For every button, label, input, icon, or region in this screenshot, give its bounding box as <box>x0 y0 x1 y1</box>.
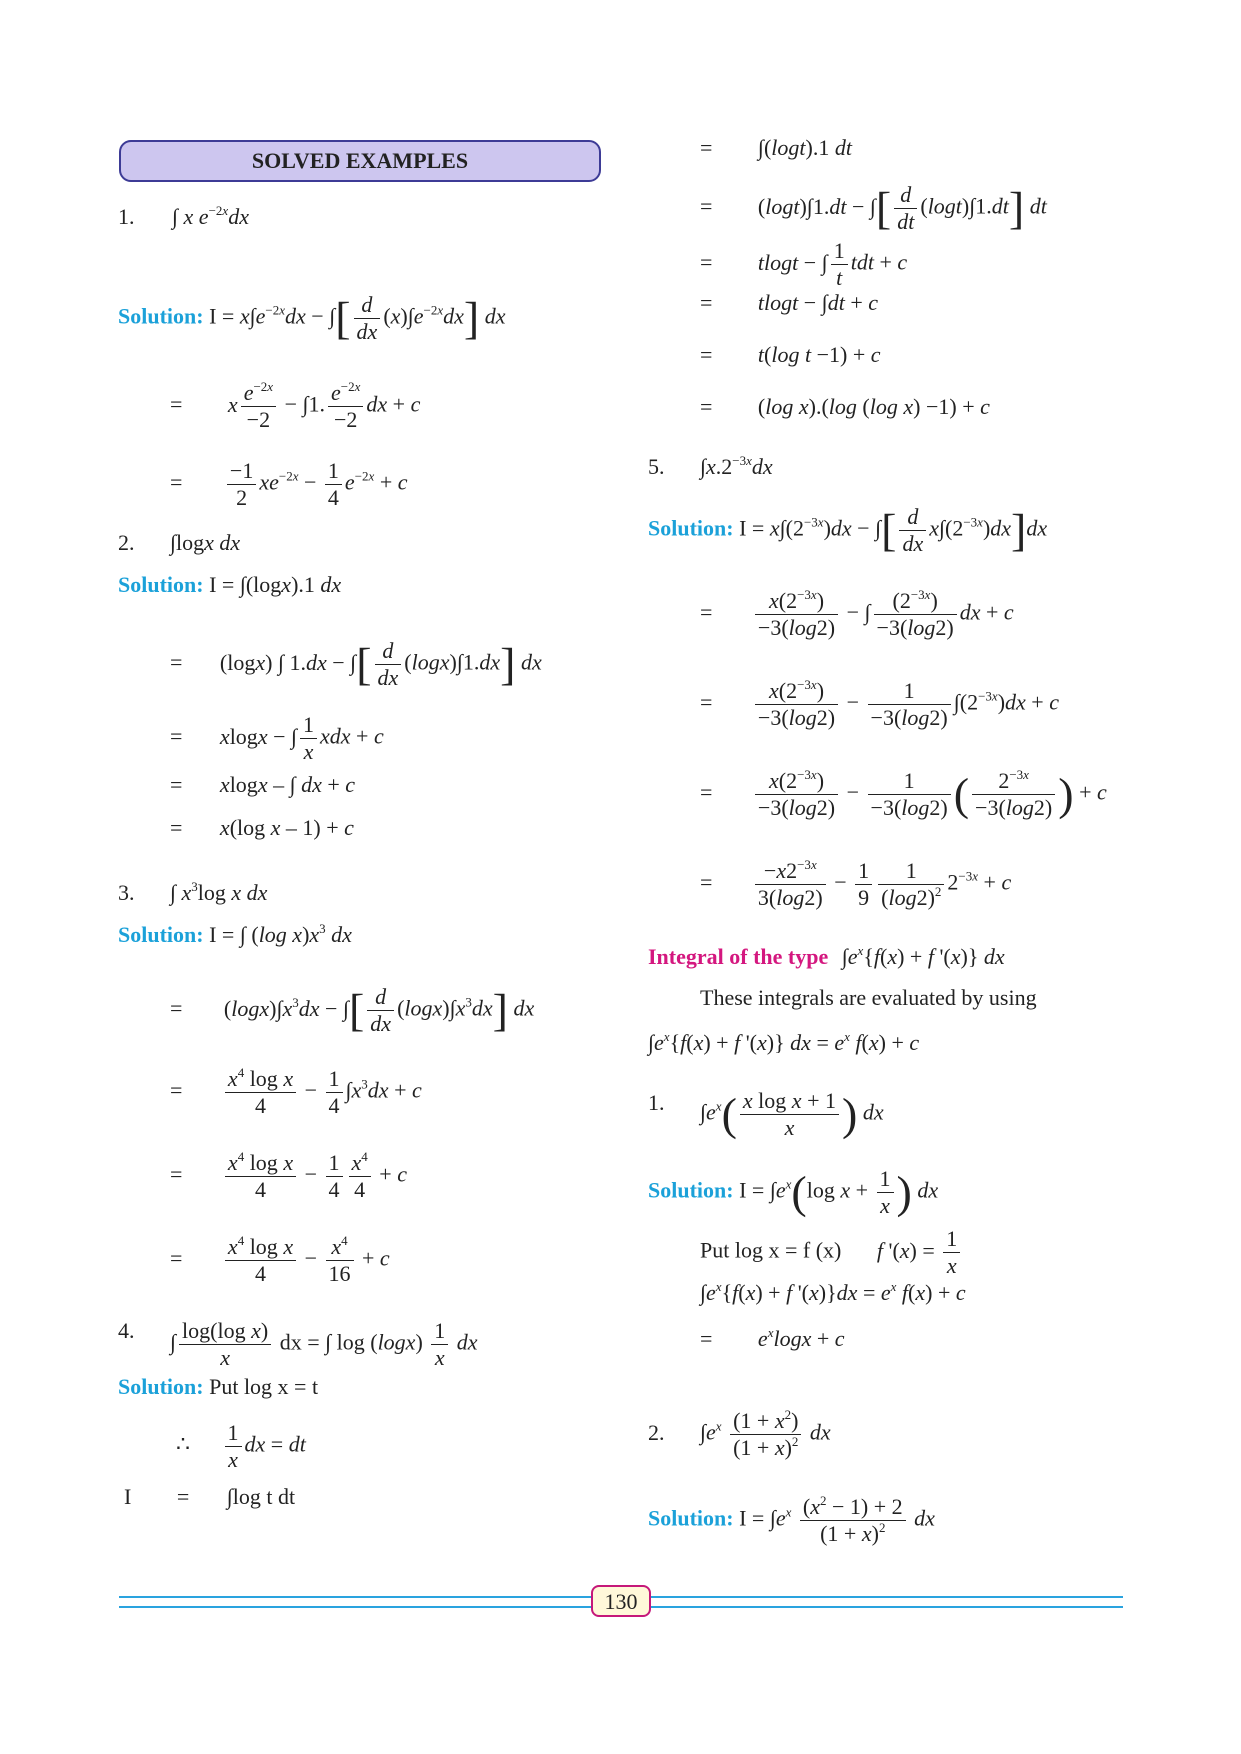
example-4-step-2 <box>124 1484 295 1510</box>
type-example-1-result: = $e^x\log x + c$ <box>700 1325 845 1351</box>
example-1-problem: ∫ x $e^{-2x}dx$ <box>172 203 249 229</box>
example-4-step-6: = tlogt − ∫dt + c <box>700 290 879 315</box>
example-5-step-3: = $\frac{x(2^{-3x})}{-3(\log 2)}$ − $\frac{1}{-3(\log 2)}$ ( $\frac{2^{-3x}}{-3(\log 2)}$ ) + c <box>700 767 1107 820</box>
example-2-step-1: = (logx) ∫ 1.dx − ∫[ $\frac{d}{dx}$ (logx)∫1.dx] dx <box>170 638 542 690</box>
type-example-2-problem: $\int e^x$ $\frac{(1 + x^2)}{(1 + x)^2}$ dx <box>700 1407 831 1460</box>
example-2-step-3: = xlogx – ∫ dx + c <box>170 772 356 797</box>
section-title-line: Integral of the type $\int e^x\{f(x) + f$ '(x)} dx <box>648 943 1005 969</box>
example-4-solution-line <box>118 1374 318 1400</box>
example-3-step-3: = $\frac{x^4 \log x}{4}$ − $\frac{1}{4}$ $\frac{x^4}{4}$ + c <box>170 1149 407 1202</box>
example-1-step-2: = $\frac{-1}{2}$ $xe^{-2x}$ − $\frac{1}{4}$ $e^{-2x} + c$ <box>170 458 408 510</box>
example-4-step-3: = ∫(logt).1 dt <box>700 135 852 160</box>
solution-label: Solution: <box>118 1374 204 1399</box>
example-4-problem: ∫ $\frac{\text{log(log x)}}{x}$ dx = ∫ log (logx) $\frac{1}{x}$ dx <box>170 1318 478 1370</box>
equals-sign: = <box>700 342 713 367</box>
equals-sign: = <box>170 391 183 417</box>
example-1-step-1: = x $\frac{e^{-2x}}{-2}$ − ∫1. $\frac{e^{-2x}}{-2}$ dx + c <box>170 379 421 432</box>
example-5-step-4: = $\frac{-x2^{-3x}}{3(\log 2)}$ − $\frac{1}{9}$ $\frac{1}{(\log 2)^2}$ $2^{-3x} + c$ <box>700 857 1012 910</box>
example-4-step-1: ∴ $\frac{1}{x}$ dx = dt <box>176 1420 306 1472</box>
equals-sign: = <box>700 1326 713 1351</box>
page-number: 130 <box>591 1585 651 1617</box>
example-3-step-4: = $\frac{x^4 \log x}{4}$ − $\frac{x^4}{16}$ + c <box>170 1233 390 1286</box>
example-4-step-5: = tlogt − ∫ $\frac{1}{t}$ tdt + c <box>700 238 908 290</box>
step-text: ∫log t dt <box>226 1484 296 1509</box>
example-number: 2. <box>648 1420 665 1445</box>
solution-label: Solution: <box>118 922 204 947</box>
solution-label: Solution: <box>648 1177 734 1203</box>
example-2-step-2: = xlogx − ∫ $\frac{1}{x}$ xdx + c <box>170 712 384 764</box>
example-4-step-4: = (logt)∫1.dt − ∫[ $\frac{d}{dt}$ (logt)∫1.dt] dt <box>700 182 1047 234</box>
section-title: Integral of the type <box>648 944 829 969</box>
example-number: 3. <box>118 880 135 905</box>
equals-sign: = <box>700 869 713 895</box>
example-3-step-1: = $(\log x)\int x^3dx$ − ∫[ $\frac{d}{dx}$ $(\log x)\int x^3dx$] dx <box>170 984 535 1036</box>
equals-sign: = <box>176 1484 190 1509</box>
put-text: Put log x = f (x) <box>700 1237 842 1263</box>
solution-label: Solution: <box>118 572 204 597</box>
example-number: 1. <box>118 204 135 229</box>
example-1-solution-line: Solution: $I = x\int e^{-2x}dx$ − ∫[ $\frac{d}{dx}$ $(x)\int e^{-2x}dx$] dx <box>118 292 506 344</box>
equals-sign: = <box>700 599 713 625</box>
section-paragraph: These integrals are evaluated by using <box>700 985 1037 1010</box>
equals-sign: = <box>170 772 183 797</box>
example-5-problem: $\int x.2^{-3x}dx$ <box>700 453 773 479</box>
equals-sign: = <box>700 779 713 805</box>
type-example-2-solution: Solution: $I = \int e^x$ $\frac{(x^2 - 1) + 2}{(1 + x)^2}$ dx <box>648 1493 935 1546</box>
example-4-step-8: = (log x).(log (log x) −1) + c <box>700 394 990 419</box>
equals-sign: = <box>170 723 183 749</box>
example-2-solution-line: Solution: I = ∫(logx).1 dx <box>118 572 342 597</box>
solution-text: I = ∫(log <box>209 572 282 597</box>
equals-sign: = <box>170 1077 183 1103</box>
type-example-1-problem: $\int e^x$( $\frac{\text{x log x + 1}}{x}$ ) dx <box>700 1088 884 1140</box>
equals-sign: = <box>170 649 183 675</box>
solution-label: Solution: <box>648 1505 734 1531</box>
example-2-step-4: = x(log x – 1) + c <box>170 815 354 840</box>
equals-sign: = <box>700 193 713 219</box>
example-number: 5. <box>648 454 665 479</box>
solution-text: Put log x = t <box>209 1374 319 1399</box>
example-5-solution-line: Solution: $I = x\int(2^{-3x})dx$ − ∫[ $\frac{d}{dx}$ $x\int(2^{-3x})dx]dx$ <box>648 504 1048 556</box>
equals-sign: = <box>170 1161 183 1187</box>
section-header: SOLVED EXAMPLES <box>119 140 601 182</box>
equals-sign: = <box>700 689 713 715</box>
example-3-solution-line: Solution: I = ∫ (log $x)x^3$ dx <box>118 921 352 947</box>
example-4-step-7: = t(log t −1) + c <box>700 342 881 367</box>
equals-sign: = <box>170 815 183 840</box>
example-2-problem: ∫logx dx <box>170 530 241 555</box>
solution-text: ).1 <box>291 572 321 597</box>
equals-sign: = <box>170 995 183 1021</box>
equals-sign: = <box>700 394 713 419</box>
example-5-step-2: = $\frac{x(2^{-3x})}{-3(\log 2)}$ − $\frac{1}{-3(\log 2)}$ $\int(2^{-3x})dx + c$ <box>700 677 1059 730</box>
integral-label: I <box>124 1484 132 1509</box>
therefore-symbol: ∴ <box>176 1431 190 1457</box>
type-example-1-put: Put log x = f (x) f '(x) = $\frac{1}{x}$ <box>700 1226 963 1279</box>
type-example-1-solution: Solution: $I = \int e^x(\log$ x + $\frac{1}{x}$ ) dx <box>648 1166 939 1218</box>
equals-sign: = <box>170 469 183 495</box>
solution-label: Solution: <box>648 515 734 541</box>
solution-label: Solution: <box>118 303 204 329</box>
example-number: 2. <box>118 530 135 555</box>
equals-sign: = <box>170 1245 183 1271</box>
example-3-step-2: = $\frac{x^4 \log x}{4}$ − $\frac{1}{4}$ $\int x^3dx + c$ <box>170 1065 422 1118</box>
equals-sign: = <box>700 249 713 275</box>
formula-line: $\int e^x\{f(x) + f$ '(x)} dx = $e^x$ f(x) + c <box>648 1029 920 1055</box>
example-number: 1. <box>648 1090 665 1115</box>
example-3-problem: ∫ $x^3\log$ x dx <box>170 879 268 905</box>
equals-sign: = <box>700 290 713 315</box>
example-5-step-1: = $\frac{x(2^{-3x})}{-3(\log 2)}$ − ∫ $\frac{(2^{-3x})}{-3(\log 2)}$ dx + c <box>700 587 1014 640</box>
type-example-1-formula: $\int e^x\{f(x) + f$ '$(x)\}dx = e^x$ f(x) + c <box>700 1279 966 1305</box>
example-number: 4. <box>118 1318 135 1343</box>
equals-sign: = <box>700 135 713 160</box>
